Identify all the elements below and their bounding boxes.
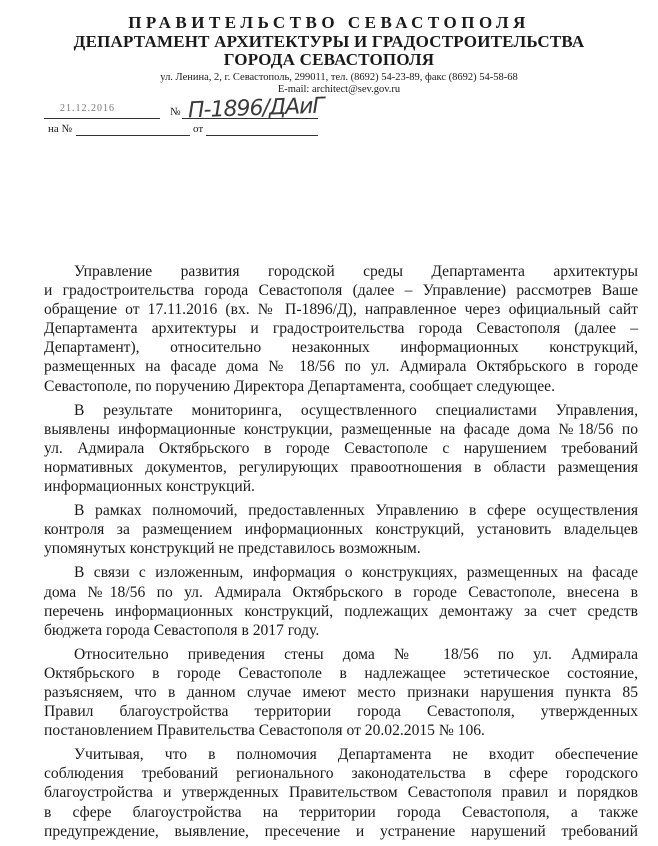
- paragraph-line: В результате мониторинга, осуществленного специалистами Управления,: [74, 401, 638, 419]
- department-title: ДЕПАРТАМЕНТ АРХИТЕКТУРЫ И ГРАДОСТРОИТЕЛЬСТВА: [73, 32, 585, 51]
- body-paragraph: [44, 745, 638, 840]
- paragraph-line: Управление развития городской среды Департамента архитектуры: [74, 263, 638, 280]
- on-number-label: на №: [48, 123, 73, 135]
- paragraph-line: разъясняем, что в данном случае имеют место признаки нарушения пункта 85: [44, 683, 638, 701]
- paragraph-line: Департамент), относительно незаконных информационных конструкций,: [44, 339, 638, 357]
- body-paragraph: [44, 262, 638, 396]
- paragraph-line: Учитывая, что в полномочия Департамента не входит обеспечение: [74, 746, 638, 764]
- paragraph-line: дома №18/56 по ул. Адмирала Октябрьского в городе Севастополе, внесена в: [44, 583, 638, 601]
- department-email: E-mail: architect@sev.gov.ru: [277, 84, 401, 95]
- from-blank-line: [206, 135, 318, 136]
- paragraph-line: В связи с изложенным, информация о конструкциях, размещенных на фасаде: [74, 564, 638, 582]
- department-address: ул. Ленина, 2, г. Севастополь, 299011, тел. (8692) 54-23-89, факс (8692) 54-58-68: [160, 72, 518, 83]
- registration-stamp-date: 21.12.2016: [60, 103, 115, 114]
- paragraph-gap: [44, 841, 638, 846]
- letter-body: [44, 262, 638, 846]
- handwritten-registration-number: П-1896/ДАиГ: [187, 93, 325, 124]
- paragraph-line: Департамента архитектуры и градостроительства города Севастополя (далее –: [44, 320, 638, 338]
- city-title: ГОРОДА СЕВАСТОПОЛЯ: [223, 50, 435, 69]
- paragraph-line: постановлением Правительства Севастополя от 20.02.2015 № 106.: [44, 722, 485, 740]
- number-label: №: [170, 106, 181, 118]
- date-blank-line: [44, 118, 160, 119]
- paragraph-line: нормативных документов, регулирующих правоотношения в области размещения: [44, 458, 638, 476]
- paragraph-line: контроля за размещением информационных конструкций, установить владельцев: [44, 521, 638, 539]
- body-paragraph: [44, 645, 638, 740]
- paragraph-line: Октябрьского в городе Севастополе в надлежащее эстетическое состояние,: [44, 664, 638, 682]
- body-paragraph: [44, 501, 638, 558]
- from-label: от: [193, 123, 204, 135]
- on-number-blank-line: [76, 135, 190, 136]
- paragraph-line: предупреждение, выявление, пресечение и устранение нарушений требований: [44, 822, 638, 840]
- paragraph-line: выявлены информационные конструкции, размещенные на фасаде дома №18/56 по: [44, 420, 638, 438]
- paragraph-line: Севастополе, по поручению Директора Департамента, сообщает следующее.: [44, 377, 555, 395]
- paragraph-line: соблюдения требований регионального законодательства в сфере городского: [44, 765, 638, 783]
- paragraph-line: обращение от 17.11.2016 (вх. № П-1896/Д), направленное через официальный сайт: [44, 301, 638, 319]
- body-paragraph: [44, 401, 638, 496]
- paragraph-line: ул. Адмирала Октябрьского в городе Севастополе с нарушением требований: [44, 439, 638, 457]
- paragraph-line: размещенных на фасаде дома № 18/56 по ул. Адмирала Октябрьского в городе: [44, 358, 638, 376]
- paragraph-line: В рамках полномочий, предоставленных Управлению в сфере осуществления: [74, 502, 638, 520]
- body-paragraph: [44, 563, 638, 639]
- paragraph-line: Относительно приведения стены дома № 18/56 по ул. Адмирала: [74, 645, 638, 663]
- paragraph-line: и градостроительства города Севастополя (далее – Управление) рассмотрев Ваше: [44, 282, 638, 300]
- paragraph-line: в сфере благоустройства на территории города Севастополя, а также: [44, 803, 638, 821]
- paragraph-line: благоустройства и утвержденных Правительством Севастополя правил и порядков: [44, 784, 638, 802]
- paragraph-line: информационных конструкций.: [44, 478, 255, 496]
- paragraph-line: упомянутых конструкций не представилось возможным.: [44, 540, 421, 558]
- paragraph-line: бюджета города Севастополя в 2017 году.: [44, 621, 320, 639]
- paragraph-line: перечень информационных конструкций, подлежащих демонтажу за счет средств: [44, 602, 638, 620]
- paragraph-line: Правил благоустройства территории города Севастополя, утвержденных: [44, 703, 638, 721]
- government-title: ПРАВИТЕЛЬСТВО СЕВАСТОПОЛЯ: [128, 13, 530, 32]
